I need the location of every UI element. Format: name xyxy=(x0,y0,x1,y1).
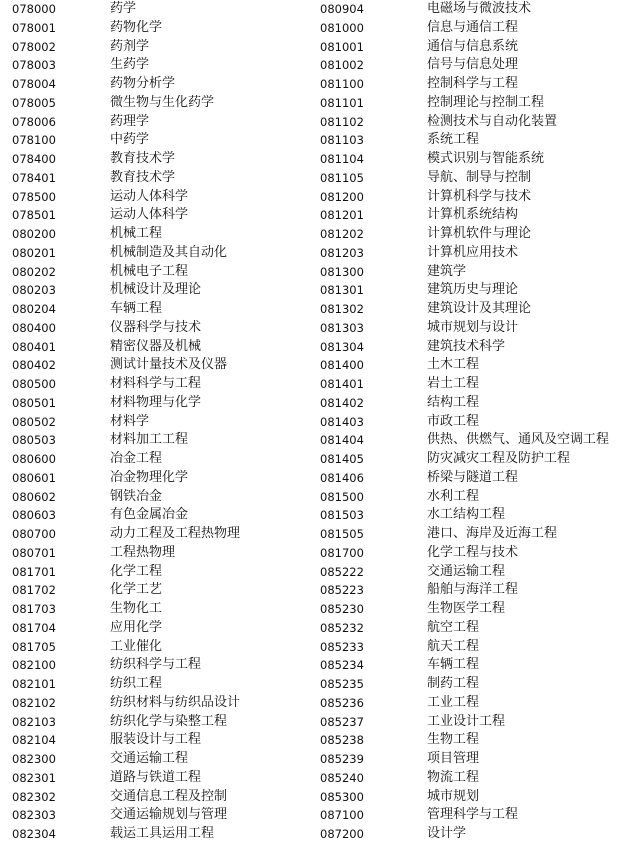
subject-code: 085223 xyxy=(320,583,364,598)
subject-name: 机械制造及其自动化 xyxy=(110,244,228,260)
subject-row xyxy=(318,56,639,75)
subject-row xyxy=(318,750,639,769)
subject-name: 材料加工工程 xyxy=(110,432,189,448)
subject-row xyxy=(318,825,639,844)
subject-row xyxy=(318,263,639,282)
subject-code: 082103 xyxy=(12,714,56,729)
subject-name: 计算机科学与技术 xyxy=(427,188,532,204)
subject-code: 081100 xyxy=(320,77,364,91)
subject-row xyxy=(0,525,318,544)
subject-code: 085238 xyxy=(320,733,364,748)
subject-code: 081404 xyxy=(320,433,364,448)
subject-name: 应用化学 xyxy=(110,619,163,635)
subject-name: 生药学 xyxy=(110,57,150,73)
subject-row xyxy=(0,281,318,300)
subject-name: 冶金物理化学 xyxy=(110,469,189,485)
right-column xyxy=(318,0,639,844)
subject-name: 通信与信息系统 xyxy=(427,38,519,54)
subject-name: 工业催化 xyxy=(110,638,163,654)
subject-code: 085235 xyxy=(320,677,364,691)
subject-name: 控制科学与工程 xyxy=(427,76,519,91)
subject-row xyxy=(318,375,639,394)
subject-name: 交通运输工程 xyxy=(110,751,189,766)
subject-name: 道路与铁道工程 xyxy=(110,769,202,785)
subject-row xyxy=(318,244,639,263)
subject-row xyxy=(318,413,639,432)
subject-name: 系统工程 xyxy=(427,132,480,148)
subject-row xyxy=(0,413,318,432)
subject-row xyxy=(0,450,318,469)
subject-code: 080401 xyxy=(12,339,56,354)
subject-code: 080202 xyxy=(12,264,56,279)
subject-row xyxy=(0,188,318,207)
subject-code: 081505 xyxy=(320,527,364,541)
subject-code: 081406 xyxy=(320,470,364,485)
subject-row xyxy=(318,563,639,582)
subject-name: 物流工程 xyxy=(427,769,480,785)
subject-row xyxy=(318,94,639,113)
subject-row xyxy=(0,0,318,19)
subject-row xyxy=(318,356,639,375)
subject-code: 082104 xyxy=(12,733,56,748)
subject-name: 土木工程 xyxy=(427,357,480,373)
subject-code: 081202 xyxy=(320,227,364,241)
subject-code: 085232 xyxy=(320,620,364,635)
subject-row xyxy=(0,600,318,619)
subject-name: 机械工程 xyxy=(110,226,163,241)
subject-row xyxy=(0,656,318,675)
subject-row xyxy=(318,169,639,188)
subject-row xyxy=(0,563,318,582)
subject-row xyxy=(318,113,639,132)
subject-code: 081105 xyxy=(320,170,364,185)
subject-code: 081302 xyxy=(320,302,364,316)
subject-name: 市政工程 xyxy=(427,413,480,429)
subject-row xyxy=(0,75,318,94)
subject-code: 081702 xyxy=(12,583,56,598)
subject-row xyxy=(0,206,318,225)
subject-name: 化学工程 xyxy=(110,563,163,579)
subject-name: 纺织科学与工程 xyxy=(110,657,202,673)
subject-name: 冶金工程 xyxy=(110,451,163,466)
subject-code: 081000 xyxy=(320,20,364,35)
subject-name: 防灾减灾工程及防护工程 xyxy=(427,451,571,466)
subject-code: 080602 xyxy=(12,489,56,504)
subject-row xyxy=(0,469,318,488)
subject-name: 电磁场与微波技术 xyxy=(427,1,532,16)
subject-row xyxy=(0,356,318,375)
subject-name: 药剂学 xyxy=(110,38,150,54)
subject-name: 化学工艺 xyxy=(110,582,163,598)
subject-name: 化学工程与技术 xyxy=(427,544,519,560)
subject-row xyxy=(0,375,318,394)
subject-name: 检测技术与自动化装置 xyxy=(427,113,558,129)
subject-name: 工业设计工程 xyxy=(427,713,506,729)
subject-name: 交通信息工程及控制 xyxy=(110,788,228,804)
subject-row xyxy=(318,188,639,207)
subject-name: 材料物理与化学 xyxy=(110,394,202,410)
subject-name: 建筑学 xyxy=(427,263,467,279)
subject-name: 生物化工 xyxy=(110,601,163,616)
subject-name: 载运工具运用工程 xyxy=(110,826,215,841)
subject-name: 运动人体科学 xyxy=(110,188,189,204)
subject-code: 081402 xyxy=(320,395,364,410)
subject-code: 081104 xyxy=(320,152,364,166)
subject-code: 082102 xyxy=(12,695,56,710)
subject-name: 设计学 xyxy=(427,826,467,841)
subject-code: 085233 xyxy=(320,639,364,654)
subject-name: 计算机软件与理论 xyxy=(427,226,532,241)
subject-code: 080600 xyxy=(12,452,56,466)
subject-code: 085237 xyxy=(320,714,364,729)
subject-row xyxy=(318,300,639,319)
subject-row xyxy=(0,488,318,507)
subject-name: 城市规划与设计 xyxy=(427,319,519,335)
subject-row xyxy=(0,806,318,825)
subject-name: 药理学 xyxy=(110,113,150,129)
subject-row xyxy=(0,94,318,113)
subject-row xyxy=(0,169,318,188)
subject-name: 控制理论与控制工程 xyxy=(427,94,545,110)
subject-row xyxy=(318,656,639,675)
subject-code: 082303 xyxy=(12,808,56,823)
subject-code: 078006 xyxy=(12,114,56,129)
subject-row xyxy=(0,694,318,713)
subject-name: 中药学 xyxy=(110,132,150,148)
subject-name: 测试计量技术及仪器 xyxy=(110,357,228,373)
subject-row xyxy=(318,713,639,732)
subject-row xyxy=(318,281,639,300)
subject-code: 080603 xyxy=(12,508,56,523)
subject-row xyxy=(318,206,639,225)
subject-code: 081703 xyxy=(12,602,56,616)
subject-code: 078401 xyxy=(12,170,56,185)
subject-code: 080204 xyxy=(12,302,56,316)
subject-code: 078400 xyxy=(12,152,56,166)
subject-row xyxy=(318,525,639,544)
subject-code: 081705 xyxy=(12,639,56,654)
subject-row xyxy=(318,75,639,94)
subject-name: 纺织材料与纺织品设计 xyxy=(110,694,241,710)
subject-row xyxy=(0,769,318,788)
subject-code: 081301 xyxy=(320,283,364,298)
subject-code: 080402 xyxy=(12,358,56,373)
subject-name: 钢铁冶金 xyxy=(110,488,163,504)
subject-code: 080502 xyxy=(12,414,56,429)
subject-code: 082304 xyxy=(12,827,56,841)
subject-name: 材料科学与工程 xyxy=(110,376,202,391)
subject-name: 船舶与海洋工程 xyxy=(427,582,519,598)
subject-name: 有色金属冶金 xyxy=(110,507,189,523)
subject-row xyxy=(318,19,639,38)
subject-code: 078002 xyxy=(12,39,56,54)
subject-code: 080200 xyxy=(12,227,56,241)
subject-code: 078003 xyxy=(12,58,56,73)
subject-name: 精密仪器及机械 xyxy=(110,338,202,354)
subject-row xyxy=(318,694,639,713)
subject-name: 港口、海岸及近海工程 xyxy=(427,526,558,541)
subject-name: 计算机系统结构 xyxy=(427,207,519,223)
subject-code: 081500 xyxy=(320,489,364,504)
subject-code: 081403 xyxy=(320,414,364,429)
subject-name: 生物医学工程 xyxy=(427,601,506,616)
subject-code: 081101 xyxy=(320,95,364,110)
subject-name: 建筑设计及其理论 xyxy=(427,301,532,316)
subject-name: 计算机应用技术 xyxy=(427,244,519,260)
subject-name: 建筑技术科学 xyxy=(427,338,506,354)
subject-name: 工业工程 xyxy=(427,694,480,710)
subject-code: 085230 xyxy=(320,602,364,616)
subject-code: 081001 xyxy=(320,39,364,54)
subject-row xyxy=(0,113,318,132)
subject-name: 药学 xyxy=(110,1,137,16)
subject-code: 080503 xyxy=(12,433,56,448)
left-column xyxy=(0,0,318,844)
subject-code: 082301 xyxy=(12,770,56,785)
subject-name: 制药工程 xyxy=(427,676,480,691)
subject-row xyxy=(0,675,318,694)
subject-name: 桥梁与隧道工程 xyxy=(427,469,519,485)
subject-row xyxy=(0,38,318,57)
subject-code: 081304 xyxy=(320,339,364,354)
subject-code: 081701 xyxy=(12,564,56,579)
subject-code: 081300 xyxy=(320,264,364,279)
subject-code: 085234 xyxy=(320,658,364,673)
subject-code: 085240 xyxy=(320,770,364,785)
subject-row xyxy=(318,600,639,619)
subject-code: 082101 xyxy=(12,677,56,691)
subject-name: 交通运输规划与管理 xyxy=(110,807,228,823)
subject-code: 078100 xyxy=(12,133,56,148)
subject-name: 建筑历史与理论 xyxy=(427,282,519,298)
subject-name: 机械电子工程 xyxy=(110,263,189,279)
subject-row xyxy=(318,488,639,507)
subject-row xyxy=(318,0,639,19)
subject-name: 运动人体科学 xyxy=(110,207,189,223)
subject-name: 动力工程及工程热物理 xyxy=(110,526,241,541)
subject-row xyxy=(0,544,318,563)
subject-row xyxy=(0,300,318,319)
subject-code: 082300 xyxy=(12,752,56,766)
subject-row xyxy=(0,225,318,244)
subject-code: 081103 xyxy=(320,133,364,148)
subject-name: 教育技术学 xyxy=(110,151,176,166)
subject-name: 服装设计与工程 xyxy=(110,732,202,748)
subject-name: 岩土工程 xyxy=(427,376,480,391)
subject-name: 生物工程 xyxy=(427,732,480,748)
subject-code: 081400 xyxy=(320,358,364,373)
subject-name: 机械设计及理论 xyxy=(110,282,202,298)
subject-row xyxy=(0,244,318,263)
subject-code: 081503 xyxy=(320,508,364,523)
subject-name: 教育技术学 xyxy=(110,169,176,185)
subject-name: 水利工程 xyxy=(427,488,480,504)
subject-row xyxy=(0,263,318,282)
subject-row xyxy=(0,731,318,750)
subject-row xyxy=(318,506,639,525)
subject-row xyxy=(0,788,318,807)
subject-code: 081303 xyxy=(320,320,364,335)
subject-row xyxy=(318,638,639,657)
subject-row xyxy=(0,150,318,169)
subject-code: 078005 xyxy=(12,95,56,110)
subject-row xyxy=(318,619,639,638)
subject-name: 信息与通信工程 xyxy=(427,19,519,35)
subject-code: 080500 xyxy=(12,377,56,391)
subject-row xyxy=(318,806,639,825)
subject-row xyxy=(0,19,318,38)
subject-code: 081200 xyxy=(320,189,364,204)
subject-code: 081203 xyxy=(320,245,364,260)
subject-row xyxy=(318,581,639,600)
subject-row xyxy=(0,506,318,525)
subject-code: 081002 xyxy=(320,58,364,73)
subject-name: 城市规划 xyxy=(427,788,480,804)
subject-code: 080904 xyxy=(320,2,364,16)
subject-code: 078004 xyxy=(12,77,56,91)
subject-name: 模式识别与智能系统 xyxy=(427,151,545,166)
subject-row xyxy=(318,788,639,807)
subject-name: 水工结构工程 xyxy=(427,507,506,523)
subject-row xyxy=(318,675,639,694)
subject-row xyxy=(318,131,639,150)
subject-name: 结构工程 xyxy=(427,394,480,410)
subject-code: 081704 xyxy=(12,620,56,635)
subject-code: 080201 xyxy=(12,245,56,260)
subject-row xyxy=(0,56,318,75)
subject-name: 车辆工程 xyxy=(427,657,480,673)
subject-name: 车辆工程 xyxy=(110,301,163,316)
subject-row xyxy=(0,338,318,357)
subject-name: 材料学 xyxy=(110,413,150,429)
subject-code: 078001 xyxy=(12,20,56,35)
subject-row xyxy=(318,150,639,169)
subject-name: 仪器科学与技术 xyxy=(110,319,202,335)
subject-code: 085239 xyxy=(320,752,364,766)
subject-code: 078500 xyxy=(12,189,56,204)
subject-row xyxy=(0,131,318,150)
subject-row xyxy=(0,319,318,338)
subject-code: 080701 xyxy=(12,545,56,560)
subject-code: 081700 xyxy=(320,545,364,560)
subject-row xyxy=(0,619,318,638)
subject-row xyxy=(0,825,318,844)
subject-row xyxy=(0,638,318,657)
subject-code: 081201 xyxy=(320,208,364,223)
subject-code: 087200 xyxy=(320,827,364,841)
subject-name: 药物化学 xyxy=(110,19,163,35)
subject-row xyxy=(318,544,639,563)
subject-code: 082302 xyxy=(12,789,56,804)
subject-code: 081102 xyxy=(320,114,364,129)
subject-name: 工程热物理 xyxy=(110,544,176,560)
subject-name: 导航、制导与控制 xyxy=(427,169,532,185)
subject-row xyxy=(318,225,639,244)
subject-code: 078501 xyxy=(12,208,56,223)
subject-code: 085300 xyxy=(320,789,364,804)
subject-name: 供热、供燃气、通风及空调工程 xyxy=(427,432,610,448)
subject-name: 药物分析学 xyxy=(110,76,176,91)
subject-name: 航天工程 xyxy=(427,638,480,654)
subject-row xyxy=(0,394,318,413)
subject-name: 管理科学与工程 xyxy=(427,807,519,823)
subject-row xyxy=(318,38,639,57)
subject-name: 交通运输工程 xyxy=(427,563,506,579)
subject-row xyxy=(318,431,639,450)
subject-code: 080501 xyxy=(12,395,56,410)
subject-code: 080700 xyxy=(12,527,56,541)
subject-code: 080400 xyxy=(12,320,56,335)
subject-row xyxy=(318,338,639,357)
subject-name: 纺织工程 xyxy=(110,676,163,691)
subject-code: 081405 xyxy=(320,452,364,466)
subject-row xyxy=(318,469,639,488)
subject-row xyxy=(0,713,318,732)
subject-name: 纺织化学与染整工程 xyxy=(110,713,228,729)
subject-code: 078000 xyxy=(12,2,56,16)
subject-code: 085222 xyxy=(320,564,364,579)
subject-name: 项目管理 xyxy=(427,751,480,766)
subject-row xyxy=(318,450,639,469)
subject-row xyxy=(318,394,639,413)
subject-code: 081401 xyxy=(320,377,364,391)
subject-name: 微生物与生化药学 xyxy=(110,94,215,110)
subject-name: 信号与信息处理 xyxy=(427,57,519,73)
subject-code: 080203 xyxy=(12,283,56,298)
subject-row xyxy=(0,750,318,769)
subject-code: 085236 xyxy=(320,695,364,710)
subject-code: 087100 xyxy=(320,808,364,823)
subject-row xyxy=(0,581,318,600)
subject-row xyxy=(318,731,639,750)
subject-code: 080601 xyxy=(12,470,56,485)
subject-row xyxy=(318,769,639,788)
subject-row xyxy=(0,431,318,450)
subject-code: 082100 xyxy=(12,658,56,673)
subject-row xyxy=(318,319,639,338)
subject-name: 航空工程 xyxy=(427,619,480,635)
